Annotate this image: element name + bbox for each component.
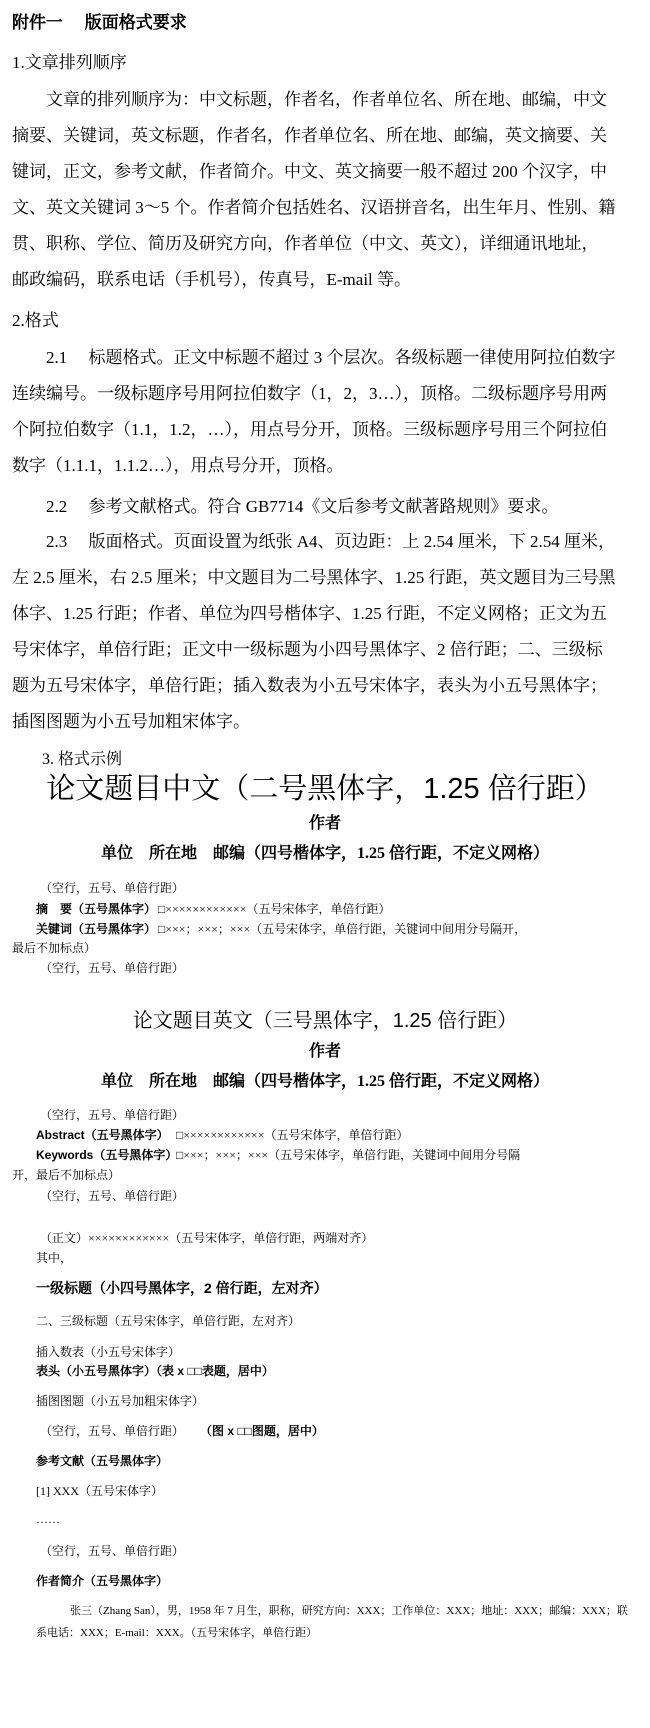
table-head-note: 表头（小五号黑体字）（表 x □□表题，居中） bbox=[36, 1364, 274, 1378]
section-2-3-line-4: 号宋体字，单倍行距；正文中一级标题为小四号黑体字、2 倍行距；二、三级标 bbox=[12, 640, 603, 659]
blank-line-note-2: （空行，五号、单倍行距） bbox=[40, 961, 185, 975]
abstract-body: □××××××××××××（五号宋体字，单倍行距） bbox=[158, 902, 391, 916]
body-text-example: （正文）××××××××××××（五号宋体字，单倍行距，两端对齐） bbox=[40, 1231, 374, 1245]
example-cn-author: 作者 bbox=[308, 815, 341, 832]
section-1-line-3: 键词，正文，参考文献，作者简介。中文、英文摘要一般不超过 200 个汉字，中 bbox=[12, 162, 607, 181]
section-1-heading: 1.文章排列顺序 bbox=[12, 53, 127, 72]
table-insert-note: 插入数表（小五号宋体字） bbox=[36, 1345, 181, 1359]
section-1-line-2: 摘要、关键词，英文标题，作者名，作者单位名、所在地、邮编，英文摘要、关 bbox=[12, 126, 607, 145]
section-2-1-line-3: 个阿拉伯数字（1.1，1.2，…），用点号分开，顶格。三级标题序号用三个阿拉伯 bbox=[12, 420, 607, 439]
section-1-line-5: 贯、职称、学位、简历及研究方向，作者单位（中文、英文），详细通讯地址， bbox=[12, 234, 599, 253]
en-keywords-body: □×××；×××；×××（五号宋体字，单倍行距，关键词中间用分号隔 bbox=[176, 1148, 521, 1162]
blank-line-note-1: （空行，五号、单倍行距） bbox=[40, 881, 185, 895]
blank-line-note-4: （空行，五号、单倍行距） bbox=[40, 1189, 185, 1203]
author-bio-label: 作者简介（五号黑体字） bbox=[36, 1574, 169, 1588]
level-2-3-heading-example: 二、三级标题（五号宋体字，单倍行距，左对齐） bbox=[36, 1314, 301, 1328]
section-2-heading: 2.格式 bbox=[12, 311, 59, 330]
keywords-cont: 最后不加标点） bbox=[12, 941, 97, 955]
section-2-1-line-2: 连续编号。一级标题序号用阿拉伯数字（1，2，3…），顶格。二级标题序号用两 bbox=[12, 384, 607, 403]
en-keywords-cont: 开，最后不加标点） bbox=[12, 1168, 121, 1182]
keywords-body: □×××；×××；×××（五号宋体字，单倍行距，关键词中间用分号隔开， bbox=[158, 922, 527, 936]
section-2-3-line-2: 左 2.5 厘米，右 2.5 厘米；中文题目为二号黑体字、1.25 行距，英文题目为三号黑 bbox=[12, 568, 616, 587]
level-1-heading-example: 一级标题（小四号黑体字，2 倍行距，左对齐） bbox=[36, 1280, 328, 1296]
section-1-line-1: 文章的排列顺序为：中文标题，作者名，作者单位名、所在地、邮编，中文 bbox=[46, 90, 607, 109]
section-2-1-line-4: 数字（1.1.1，1.1.2…），用点号分开，顶格。 bbox=[12, 456, 344, 475]
section-2-3-line-6: 插图图题为小五号加粗宋体字。 bbox=[12, 712, 250, 731]
figure-caption-note: 插图图题（小五号加粗宋体字） bbox=[36, 1394, 205, 1408]
references-ellipsis: …… bbox=[36, 1512, 60, 1526]
author-bio-line-2: 系电话：XXX；E-mail：XXX。（五号宋体字，单倍行距） bbox=[36, 1627, 318, 1639]
reference-1: [1] XXX（五号宋体字） bbox=[36, 1484, 163, 1498]
annex-title: 附件一 版面格式要求 bbox=[12, 13, 187, 32]
blank-line-note-6: （空行，五号、单倍行距） bbox=[40, 1544, 185, 1558]
section-1-line-6: 邮政编码，联系电话（手机号），传真号，E-mail 等。 bbox=[12, 270, 412, 289]
keywords-label: 关键词（五号黑体字） bbox=[36, 922, 157, 936]
section-3-heading: 3. 格式示例 bbox=[42, 751, 123, 768]
abstract-label: 摘 要（五号黑体字） bbox=[36, 902, 157, 916]
author-bio-line-1: 张三（Zhang San），男，1958 年 7 月生，职称，研究方向：XXX；工作单位：XXX；地址：XXX；邮编：XXX；联 bbox=[70, 1605, 628, 1617]
example-cn-unit: 单位 所在地 邮编（四号楷体字，1.25 倍行距，不定义网格） bbox=[100, 845, 549, 862]
en-abstract-body: □××××××××××××（五号宋体字，单倍行距） bbox=[176, 1128, 409, 1142]
section-2-3-line-5: 题为五号宋体字，单倍行距；插入数表为小五号宋体字，表头为小五号黑体字； bbox=[12, 676, 607, 695]
figure-caption-center-note: （图 x □□图题，居中） bbox=[200, 1424, 324, 1438]
section-2-1-line-1: 2.1 标题格式。正文中标题不超过 3 个层次。各级标题一律使用阿拉伯数字 bbox=[46, 348, 616, 367]
section-1-line-4: 文、英文关键词 3～5 个。作者简介包括姓名、汉语拼音名，出生年月、性别、籍 bbox=[12, 198, 616, 217]
en-keywords-label: Keywords（五号黑体字） bbox=[36, 1148, 178, 1162]
among-note: 其中， bbox=[36, 1251, 73, 1265]
section-2-3-line-1: 2.3 版面格式。页面设置为纸张 A4、页边距：上 2.54 厘米，下 2.54 厘米， bbox=[46, 532, 616, 551]
references-label: 参考文献（五号黑体字） bbox=[36, 1454, 169, 1468]
blank-line-note-5: （空行，五号、单倍行距） bbox=[40, 1424, 185, 1438]
en-abstract-label: Abstract（五号黑体字） bbox=[36, 1128, 169, 1142]
example-cn-title: 论文题目中文（二号黑体字，1.25 倍行距） bbox=[46, 773, 604, 805]
example-en-unit: 单位 所在地 邮编（四号楷体字，1.25 倍行距，不定义网格） bbox=[100, 1073, 549, 1090]
example-en-author: 作者 bbox=[308, 1043, 341, 1060]
section-2-2: 2.2 参考文献格式。符合 GB7714《文后参考文献著路规则》要求。 bbox=[46, 497, 559, 516]
section-2-3-line-3: 体字、1.25 行距；作者、单位为四号楷体字、1.25 行距，不定义网格；正文为五 bbox=[12, 604, 607, 623]
blank-line-note-3: （空行，五号、单倍行距） bbox=[40, 1108, 185, 1122]
example-en-title: 论文题目英文（三号黑体字，1.25 倍行距） bbox=[132, 1010, 518, 1032]
